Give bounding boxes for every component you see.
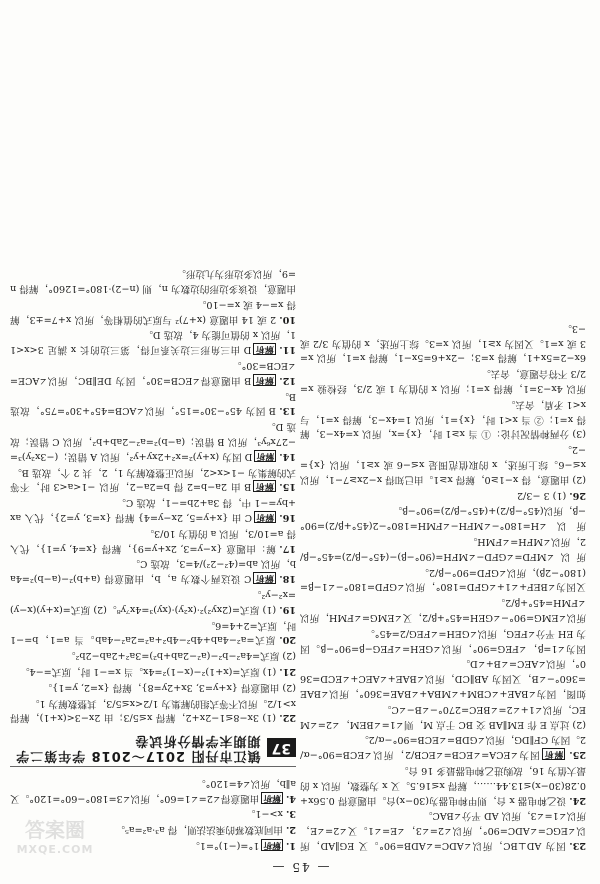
answer-item-r21b	[10, 647, 296, 662]
answer-item-r10	[10, 296, 296, 326]
answer-item-q23	[300, 808, 586, 852]
answer-text: (1) 3x−8≤1−2x+2，解得 x≤5/3；由 2x−3<(x+1)，解得 x>1/2。所以不等式组的解集为 1/2<x≤5/3，其整数解为 1。	[10, 697, 296, 724]
question-number: 18.	[279, 573, 296, 585]
answer-item-r13	[10, 388, 296, 418]
analysis-tag: 解析	[256, 512, 275, 523]
answer-item-q26e	[300, 320, 586, 364]
section-banner	[10, 732, 296, 767]
analysis-tag: 解析	[263, 840, 281, 850]
section-number: 37	[267, 738, 296, 757]
analysis-tag: 解析	[255, 481, 274, 492]
question-number: 24.	[569, 794, 586, 806]
answer-text: x>−1。	[245, 808, 283, 820]
answer-text: (3) 分两种情况讨论：① 当 x≥1 时，{x}=x，所以 x=4x−3，解得 x=1；② 当 x<1 时，{x}=1，所以 1=4x−3，解得 x=1，与 x<1 矛盾，舍去。	[300, 398, 586, 440]
answer-text: 所以∠H=180°−∠MFH−∠FMH=180°−2(45°+β/2)=90°−β，所以(45°−β/2)+(45°−β/2)=90°−β。	[300, 505, 586, 532]
question-number: 10.	[279, 313, 296, 325]
answer-item-q25h	[300, 503, 586, 533]
answer-text: 如图，因为∠BAE+∠CBM+∠MBA+∠BAE=360°，所以∠BAE=360°−∠B，又因为 AB∥CD，所以∠BAE+∠AEC+∠ECD=360°，所以∠AEC=∠B+∠D。	[300, 658, 586, 700]
answer-item-q26d	[300, 366, 586, 396]
answer-text: 由题意，设该多边形的边数为 n，则 (n−2)·180°=1260°，解得 n=9，所以多边形为九边形。	[10, 268, 296, 295]
question-number: 23.	[569, 840, 586, 851]
answer-text: 因为 AD⊥BC，所以∠ADC=∠ADB=90°。又 EG∥AD，所以∠EGC=∠ADC=90°，所以∠2=∠3，∠E=∠1。又∠2=∠E，所以∠1=∠3，所以 AD 平分∠BAC。	[300, 810, 586, 851]
answer-item-r22b	[10, 679, 296, 694]
answer-text: C 设这两个数为 a，b，由题意得 (a+b)²−(a−b)²=4ab，所以 ab=(4²−2²)/4=3，故选 C。	[10, 558, 296, 585]
question-number: 4.	[285, 792, 296, 804]
answer-text: C 由 {x+y=5, 2x−y=4} 解得 {x=3, y=2}，代入 ax+by=−1 中，得 3a+2b=−1，故选 C。	[10, 497, 296, 524]
answer-text: 由题意得∠2=∠1=60°，所以∠3=180°−60°=120°。又 a∥b，所以∠4=120°。	[10, 777, 296, 804]
answer-item-q26b	[300, 441, 586, 485]
answer-item-q26c	[300, 396, 586, 440]
page-number: — 45 —	[270, 860, 330, 874]
question-number: 17.	[279, 542, 296, 554]
question-number: 2.	[285, 824, 296, 836]
answer-item-r22	[10, 695, 296, 725]
question-number: 1.	[285, 840, 296, 851]
question-number: 12.	[279, 374, 296, 386]
answer-text: 设乙种电器 x 台，则甲种电器为(30−x)台。由题意得 0.56x+0.28(30−x)≤13.44……，解得 x≤16.5。又 x 为整数，所以 x 的最大值为 16，故购进乙种电器最多 16 台。	[300, 765, 586, 806]
answer-text: 因为∠ECA=∠ECB=∠ECB/2，所以∠ECB=90°−α/2。因为 CF∥DG，所以∠GDB=∠ECB=90°−α/2。	[300, 734, 586, 761]
answer-item-r15	[10, 464, 296, 494]
question-number: 20.	[279, 634, 296, 646]
analysis-tag: 解析	[256, 450, 275, 461]
question-number: 3.	[285, 808, 296, 820]
answer-text: 所以∠EMG=90°−∠GEH=45°+β/2，又∠EMG=∠FMH，所以∠FMH=45°+β/2。	[300, 597, 586, 624]
answer-text: 6x−2=5x+1，解得 x=3；−2x+6=5x−1，解得 x=1，所以 x=3 或 x=1。又因为 x≥1，所以 x=3。综上所述，x 的值为 3/2 或 −3。	[300, 322, 586, 364]
answer-item-r17	[10, 525, 296, 555]
question-number: 22.	[279, 712, 296, 724]
watermark-logo-text: 答案圈	[25, 818, 85, 842]
answer-item-r20	[10, 617, 296, 647]
answer-text: D 由三角形三边关系可得，第三边的长 x 满足 3<x<11，所以 x 的值可能为 4，故选 D。	[10, 329, 296, 356]
answer-text: 2 或 14 由题意 (x+7)² 与原式的值相等，所以 x+7=±3，解得 x=−4 或 x=−10。	[10, 298, 296, 325]
answer-column-left	[300, 319, 586, 852]
answer-item-r11	[10, 327, 296, 357]
answer-text: D 因为 (x+y)²=x²+2xy+y²，所以 A 错误；(−3x²y)³=−27x⁶y³，所以 B 错误；(a−b)²=a²−2ab+b²，所以 C 错误；故选 D。	[10, 421, 296, 462]
answer-item-r21	[10, 663, 296, 678]
question-number: 19.	[279, 603, 296, 615]
answer-text: 因为∠1=β，∠FEG=90°，所以∠GEH=∠FEG−β=90°−β。因为 EH 平分∠FEG，所以∠GEH=∠FEG/2=45°。	[300, 627, 586, 654]
answer-text: (1) 原式=(2xy²)²·(x²y)·(xy)³=4x⁷y⁸。(2) 原式=(x+y)(x−y)=x²−y²。	[10, 589, 296, 615]
answer-text: 所以 4x−3=1，解得 x=1；所以 x 的值为 1 或 2/3，经检验 x=2/3 不符合题意，舍去。	[300, 368, 586, 395]
question-number: 15.	[279, 481, 296, 493]
analysis-tag: 解析	[255, 344, 274, 355]
answer-item-r14	[10, 418, 296, 462]
question-number: 26.	[569, 489, 586, 501]
section-title: 镇江市丹阳 2017～2018 学年第二学期期末学情分析试卷	[15, 733, 261, 764]
answer-text: (1) 原式=(x+1)²−(x−1)²=4x。当 x=−1 时，原式=−4。	[19, 666, 277, 678]
watermark-url: MXQE.COM	[16, 843, 94, 856]
analysis-tag: 解析	[255, 374, 274, 385]
analysis-tag: 解析	[255, 573, 274, 584]
answer-item-q25d	[300, 625, 586, 655]
answer-item-q25f	[300, 564, 586, 594]
right-column-top	[10, 775, 296, 852]
answer-column-right	[10, 265, 296, 852]
answer-item-r18	[10, 556, 296, 586]
answer-item-r4	[10, 775, 296, 805]
answer-item-q25e	[300, 594, 586, 624]
answer-item-r1	[10, 837, 296, 852]
answer-text: (2) 原式=4a²−b²−(a²−2ab+b²)=3a²+2ab−2b²。	[65, 650, 296, 662]
analysis-tag: 解析	[543, 749, 564, 760]
question-number: 25.	[569, 749, 586, 761]
answer-text: (2) 过点 E 作 EM∥AB 交 BC 于点 M，则∠1=∠BEM，∠2=∠MEC，所以∠1+∠2=∠BEC=270°−∠B−∠C。	[300, 703, 586, 730]
answer-item-q25b	[300, 701, 586, 731]
answer-item-q26	[300, 487, 586, 502]
answer-text: (2) 由题意得 {x+y=3, 3x+2y=8}，解得 {x=2, y=1}。	[42, 681, 296, 693]
answer-text: 1°=(−1)°=1。	[190, 840, 260, 851]
answer-text: 解：由题意 {x−y=3, 2x+y=9}，解得 {x=4, y=1}，代入得 a=10/3，所以 a 的值为 10/3。	[10, 527, 296, 554]
answer-item-r2	[10, 821, 296, 836]
answer-text: B 因为 45°−30°=15°，所以∠ACB=45°+30°=75°，故选 B。	[10, 390, 296, 417]
answer-item-r12	[10, 357, 296, 387]
question-number: 16.	[279, 512, 296, 524]
answer-item-q24	[300, 762, 586, 806]
analysis-tag: 解析	[263, 792, 281, 803]
answer-item-q25g	[300, 533, 586, 563]
answer-text: 所以∠MFD=∠GFD−∠MFH=(90°−β)−(45°−β/2)=45°−β/2，所以∠MFH=∠FMH。	[300, 536, 586, 562]
answer-text: (2) 由题意，得 x−1≥0，解得 x≥1。由已知得 x−2x≥7−1，所以 x≤−6。综上所述，x 的取值范围是 x≤−6 或 x≥1，所以 {x}=−2。	[300, 444, 586, 485]
answer-item-r16	[10, 494, 296, 524]
answer-text: (1) 3 −3/2	[516, 489, 567, 501]
right-column-bottom	[10, 266, 296, 725]
answer-item-q25	[300, 732, 586, 762]
answer-text: 又因为∠BEF+∠1+∠GFD=180°，所以∠GFD=180°−∠1−β=(180°−2β)，所以∠GFD=90°−β/2。	[300, 566, 586, 593]
answer-text: 由同底数幂的乘法法则，得 a³·a²=a⁵。	[115, 824, 283, 836]
answer-item-r9	[10, 266, 296, 296]
question-number: 21.	[279, 666, 296, 678]
question-number: 14.	[279, 450, 296, 462]
question-number: 11.	[279, 344, 296, 356]
answer-text: B 由题意得∠ECB=30°，因为 DE∥BC，所以∠ACE=∠ECB=30°。	[10, 360, 296, 386]
answer-item-r19	[10, 586, 296, 616]
question-number: 13.	[279, 405, 296, 417]
answer-text: 原式=a²−4ab+4b²−4b²+a²=2a²−4ab。当 a=1，b=−1 时，原式=2+4=6。	[10, 619, 296, 646]
answer-item-r3	[10, 806, 296, 821]
answer-item-q25c	[300, 656, 586, 700]
answer-text: B 由 2a−b=2 得 b=2a−2，所以 −1<a<3 时，不等式的解集为 −1<x<2，所以正整数解为 1，2，共 2 个，故选 B。	[10, 466, 296, 493]
